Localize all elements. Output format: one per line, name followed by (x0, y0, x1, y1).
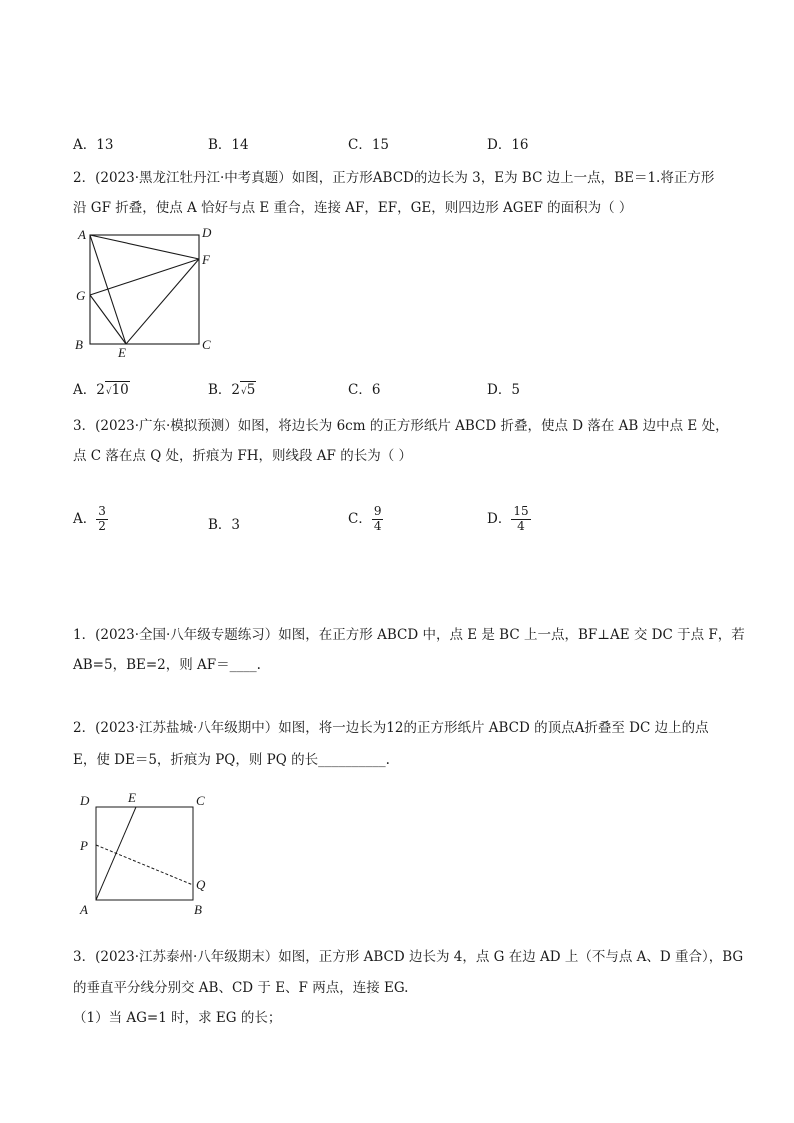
q1-option-c: C．15 (348, 137, 390, 153)
q2-stem-line2: 沿 GF 折叠，使点 A 恰好与点 E 重合，连接 AF，EF，GE，则四边形 AGEF 的面积为（ ） (73, 200, 633, 216)
q2-segment-gf (90, 259, 199, 295)
q2-label-f: F (202, 252, 210, 267)
f1-stem-line2: AB=5，BE=2，则 AF＝____. (73, 657, 261, 673)
q2-segment-ge (90, 295, 126, 344)
f2-label-b: B (194, 902, 202, 917)
f2-square (96, 807, 193, 900)
q2-label-d: D (202, 225, 212, 240)
q2-label-a: A (78, 227, 86, 242)
q3-option-b: B．3 (208, 517, 241, 533)
q2-label-g: G (76, 288, 86, 303)
q1-option-d: D．16 (487, 137, 529, 153)
f2-stem-line1: 2．(2023·江苏盐城·八年级期中）如图，将一边长为12的正方形纸片 ABCD 的顶点A折叠至 DC 边上的点 (73, 720, 709, 736)
f2-label-p: P (80, 838, 88, 853)
q2-label-e: E (118, 345, 126, 360)
q2-label-b: B (75, 337, 83, 352)
q2-option-c: C．6 (348, 382, 381, 398)
q2-option-a: A．2√10 (73, 382, 129, 398)
f2-label-c: C (196, 793, 205, 808)
q1-option-b: B．14 (208, 137, 249, 153)
q2-stem-line1: 2．(2023·黑龙江牡丹江·中考真题）如图，正方形ABCD的边长为 3，E为 BC 边上一点，BE＝1.将正方形 (73, 170, 715, 186)
q2-option-b: B．2√5 (208, 382, 256, 398)
f3-part1: （1）当 AG=1 时，求 EG 的长； (73, 1010, 282, 1026)
f3-stem-line2: 的垂直平分线分别交 AB、CD 于 E、F 两点，连接 EG. (73, 980, 409, 996)
q2-label-c: C (202, 337, 211, 352)
q1-option-a: A．13 (73, 137, 114, 153)
q2-figure (70, 222, 220, 362)
q3-stem-line1: 3．(2023·广东·模拟预测）如图，将边长为 6cm 的正方形纸片 ABCD 折叠，使点 D 落在 AB 边中点 E 处， (73, 418, 729, 434)
f2-label-q: Q (196, 877, 206, 892)
q3-option-c: C． $\frac{9}{4}$ (348, 504, 382, 533)
q3-option-a: A． $\frac{3}{2}$ (73, 504, 106, 533)
f1-stem-line1: 1．(2023·全国·八年级专题练习）如图，在正方形 ABCD 中，点 E 是 BC 上一点，BF⊥AE 交 DC 于点 F，若 (73, 627, 745, 643)
q3-option-d: D． $\frac{15}{4}$ (487, 504, 529, 533)
f2-label-a: A (80, 902, 88, 917)
f2-figure (72, 786, 222, 921)
q2-segment-ef (126, 259, 199, 344)
f2-label-d: D (80, 793, 90, 808)
q3-stem-line2: 点 C 落在点 Q 处，折痕为 FH，则线段 AF 的长为（ ） (73, 448, 412, 464)
f2-label-e: E (128, 790, 136, 805)
f2-stem-line2: E，使 DE＝5，折痕为 PQ，则 PQ 的长__________. (73, 752, 390, 768)
q2-segment-af (90, 235, 199, 259)
q2-option-d: D．5 (487, 382, 520, 398)
f3-stem-line1: 3．(2023·江苏泰州·八年级期末）如图，正方形 ABCD 边长为 4，点 G 在边 AD 上（不与点 A、D 重合），BG (73, 949, 744, 965)
